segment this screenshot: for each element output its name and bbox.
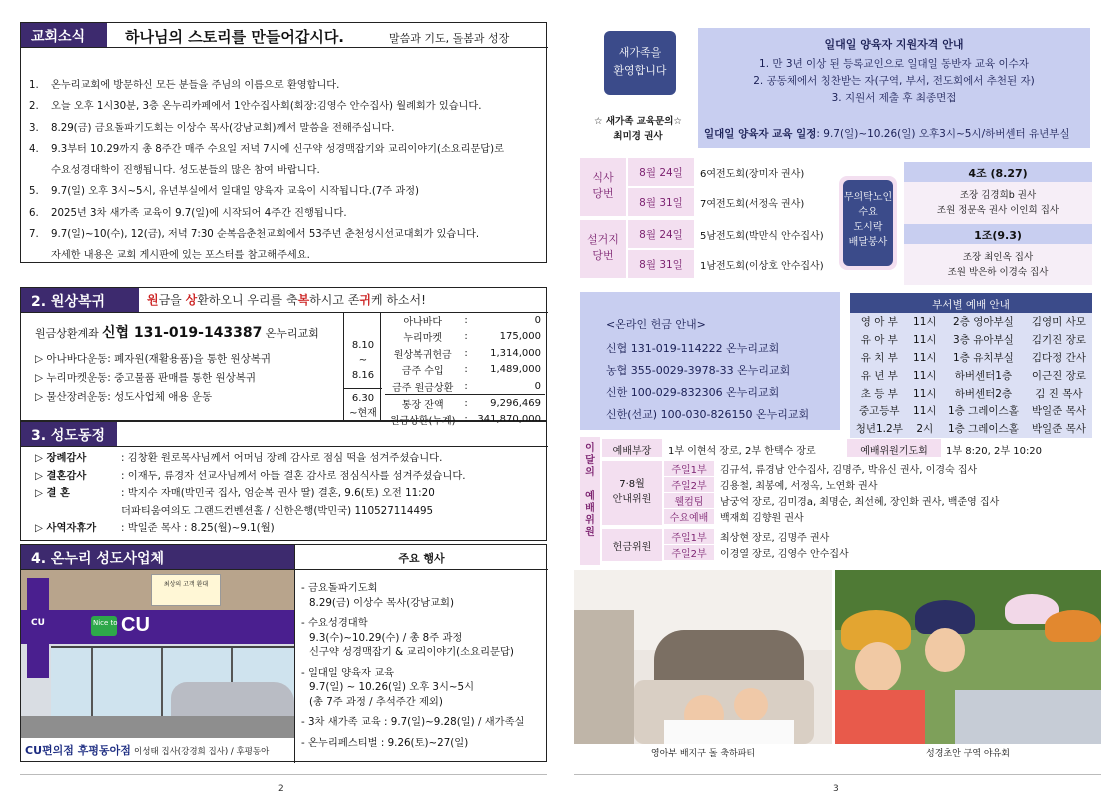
divider-vertical: [294, 570, 295, 763]
news-list: [21, 75, 548, 267]
worship-cell: 유 년 부: [860, 369, 898, 382]
ledger-colon: :: [464, 347, 468, 359]
restore-bullet: ▷ 누리마켓운동: 중고물품 판매를 통한 원상복귀: [35, 372, 257, 384]
worship-cell: 김 진 목사: [1035, 387, 1083, 400]
duty-assignee: 6여전도회(장미자 권사): [700, 169, 805, 180]
worship-cell: 박일준 목사: [1031, 423, 1086, 436]
online-account: 신협 131-019-114222 온누리교회: [606, 342, 780, 355]
worship-cell: 11시: [913, 387, 937, 400]
worship-cell: 하버센터2층: [954, 387, 1013, 400]
worship-schedule: [850, 293, 1092, 438]
members-item-label: ▷ 결 혼: [35, 487, 70, 500]
prayer-meeting-value: 1부 8:20, 2부 10:20: [946, 446, 1043, 457]
restore-section: [20, 287, 547, 427]
news-item-number: 5.: [29, 186, 39, 198]
news-item-number: 2.: [29, 101, 39, 113]
worship-cell: 영 아 부: [860, 316, 898, 329]
members-item-text: : 김창환 원로목사님께서 어머님 장례 감사로 점심 떡을 섬겨주셨습니다.: [121, 452, 443, 464]
welcome-area: [574, 22, 1101, 152]
restore-bullet: ▷ 아나바다운동: 폐자원(재활용품)을 통한 원상복귀: [35, 353, 272, 365]
usher-role: 수요예배: [664, 509, 714, 524]
restore-periods: [343, 312, 381, 422]
bulletin-page-3: [574, 22, 1101, 794]
cu-sign-text: CU: [121, 614, 150, 636]
event-detail: 8.29(금) 이상수 목사(강남교회): [309, 596, 455, 609]
members-header: 3. 성도동정: [21, 422, 117, 446]
event-title: - 3차 새가족 교육 : 9.7(일)~9.28(일) / 새가족실: [301, 716, 525, 728]
new-family-inquiry: ☆ 새가족 교육문의☆ 최미경 권사: [594, 116, 682, 142]
duty-assignee: 5남전도회(박만식 안수집사): [700, 231, 824, 242]
usher-row: [664, 477, 1092, 493]
ledger-value: 0: [534, 380, 541, 392]
usher-names: 남궁억 장로, 김미경a, 최명순, 최선혜, 장인화 권사, 백준영 집사: [720, 497, 1000, 508]
worship-cell: 1층 그레이스홀: [947, 423, 1019, 436]
event-title: - 온누리페스티벌 : 9.26(토)~27(일): [301, 736, 469, 749]
restore-bullets: [35, 350, 271, 407]
team2-title: 1조(9.3): [904, 224, 1092, 244]
ledger-label: 통장 잔액: [401, 399, 444, 411]
worship-row: [850, 420, 1092, 438]
usher-names: 김용철, 최봉예, 서정옥, 노연화 권사: [720, 481, 878, 492]
ledger-colon: :: [464, 331, 468, 343]
usher-row: [664, 493, 1092, 509]
divider: [21, 47, 548, 48]
online-offering-box: [580, 292, 840, 430]
worship-cell: 2시: [916, 423, 934, 436]
picnic-photo: [835, 570, 1101, 744]
event-item: [301, 736, 545, 751]
offering-committee-label: 헌금위원: [602, 529, 662, 561]
members-item-label: ▷ 장례감사: [35, 452, 87, 464]
committee-side-label: 이 달 의 예 배 위 원: [580, 437, 600, 565]
mentor-requirements: [698, 56, 1090, 107]
ledger-row: [385, 362, 545, 379]
worship-cell: 김다정 간사: [1031, 351, 1086, 364]
event-detail: 신구약 성경맥잡기 & 교리이야기(소요리문답): [309, 646, 514, 658]
news-item: [21, 245, 548, 266]
news-item-text: 수요성경대학이 진행됩니다. 성도분들의 많은 참여 바랍니다.: [51, 165, 320, 177]
worship-row: [850, 366, 1092, 384]
ledger-label: 누리마켓: [403, 333, 443, 345]
members-item-text: : 이재두, 류경자 선교사님께서 아들 결혼 감사로 점심식사를 섬겨주셨습니다.: [121, 469, 466, 482]
worship-row: [850, 402, 1092, 420]
ledger-colon: :: [464, 314, 468, 326]
mentor-requirement: 1. 만 3년 이상 된 등록교인으로 일대일 동반자 교육 이수자: [759, 58, 1029, 70]
restore-bullet: ▷ 물산장려운동: 성도사업체 애용 운동: [35, 391, 213, 403]
news-item-text: 온누리교회에 방문하신 모든 분들을 주님의 이름으로 환영합니다.: [51, 80, 340, 91]
members-item-label: ▷ 사역자휴가: [35, 522, 97, 535]
ledger-row: [385, 395, 545, 412]
members-item-label: ▷ 결혼감사: [35, 469, 87, 482]
duty-date: 8월 31일: [628, 188, 694, 216]
ledger-value: 1,489,000: [490, 364, 541, 376]
worship-cell: 11시: [913, 351, 937, 364]
worship-row: [850, 331, 1092, 349]
ledger-colon: :: [464, 413, 468, 425]
ushers-list: [664, 461, 1092, 525]
usher-role: 주일1부: [664, 461, 714, 476]
prayer-meeting-label: 예배위원기도회: [847, 439, 941, 457]
worship-cell: 11시: [913, 405, 937, 418]
news-item-text: 9.7(일) 오후 3시~5시, 유년부실에서 일대일 양육자 교육이 시작됩니다.(7주 과정): [51, 186, 420, 198]
usher-names: 백재희 김향원 권사: [720, 513, 804, 524]
news-subtitle: 말씀과 기도, 돌봄과 성장: [389, 32, 510, 45]
events-list: [301, 581, 545, 756]
duty-group: [580, 158, 830, 216]
event-title: - 수요성경대학: [301, 617, 368, 629]
news-item: [21, 203, 548, 224]
worship-title: 부서별 예배 안내: [850, 293, 1092, 313]
duty-date: 8월 24일: [628, 220, 694, 248]
online-account: 신한(선교) 100-030-826150 온누리교회: [606, 408, 810, 421]
event-detail: 9.7(일) ~ 10.26(일) 오후 3시~5시: [309, 681, 475, 693]
usher-row: [664, 461, 1092, 477]
new-family-badge: 새가족을 환영합니다: [604, 31, 676, 95]
page-number: 2: [278, 784, 284, 794]
ledger-value: 0: [534, 314, 541, 326]
offering-row: [664, 529, 1092, 545]
usher-names: 김규석, 류경남 안수집사, 김명주, 박유신 권사, 이경숙 집사: [720, 465, 978, 476]
members-item: [35, 520, 545, 538]
usher-role: 주일2부: [664, 477, 714, 492]
cu-sign-sub: Nice to: [93, 619, 118, 627]
news-item-text: 오늘 오후 1시30분, 3층 온누리카페에서 1안수집사회(회장:김영수 안수집사) 월례회가 있습니다.: [51, 101, 482, 113]
infant-party-caption: 영아부 배지구 돌 축하파티: [650, 749, 756, 759]
ledger-value: 1,314,000: [490, 347, 541, 359]
members-item-text: : 박일준 목사 : 8.25(월)~9.1(월): [121, 522, 275, 535]
duty-group-label: 식사 당번: [580, 158, 626, 216]
news-item: [21, 224, 548, 245]
members-item-text: 더파티움여의도 그랜드컨벤션홀 / 신한은행(박민국) 110527114495: [121, 504, 434, 517]
worship-cell: 하버센터1층: [954, 369, 1013, 382]
worship-cell: 김기진 장로: [1031, 334, 1086, 347]
worship-row: [850, 384, 1092, 402]
ledger-row: [385, 329, 545, 346]
business-caption: CU편의점 후평동아점 이성태 집사(강경희 집사) / 후평동아: [25, 744, 270, 757]
worship-cell: 11시: [913, 316, 937, 329]
worship-cell: 청년1.2부: [855, 423, 903, 436]
team1-members: 조장 김경희b 권사 조원 정문옥 권사 이인희 집사: [936, 190, 1060, 216]
ledger-label: 원금상환(누계): [389, 415, 456, 427]
news-item: [21, 139, 548, 160]
news-title: 하나님의 스토리를 만들어갑시다.: [125, 28, 345, 46]
ushers-label: 7·8월 안내위원: [602, 461, 662, 525]
worship-row: [850, 313, 1092, 331]
duty-date: 8월 24일: [628, 158, 694, 186]
members-section: [20, 421, 547, 541]
members-item: [35, 468, 545, 486]
worship-cell: 1층 유치부실: [953, 351, 1014, 364]
duty-assignee: 1남전도회(이상호 안수집사): [700, 261, 824, 272]
restore-header: 2. 원상복귀: [21, 288, 139, 312]
footer-rule: [20, 774, 547, 775]
duty-date: 8월 31일: [628, 250, 694, 278]
offering-role: 주일1부: [664, 529, 714, 544]
page-number: 3: [833, 784, 839, 794]
duty-assignee: 7여전도회(서정옥 권사): [700, 199, 805, 210]
ledger-value: 175,000: [499, 331, 541, 343]
news-item-number: 1.: [29, 80, 39, 91]
worship-cell: 박일준 목사: [1031, 405, 1086, 418]
event-title: - 일대일 양육자 교육: [301, 666, 395, 679]
duty-group-label: 설거지 당번: [580, 220, 626, 278]
mentor-box: [698, 28, 1090, 148]
worship-cell: 3층 유아부실: [953, 334, 1014, 347]
online-account: 신한 100-029-832306 온누리교회: [606, 386, 780, 399]
worship-cell: 유 아 부: [860, 334, 898, 347]
infant-party-photo: [574, 570, 832, 744]
mentor-requirement: 2. 공동체에서 칭찬받는 자(구역, 부서, 전도회에서 추천된 자): [753, 75, 1035, 87]
worship-cell: 초 등 부: [860, 387, 898, 400]
worship-cell: 이근진 장로: [1031, 369, 1086, 382]
worship-row: [850, 349, 1092, 367]
team1-title: 4조 (8.27): [904, 162, 1092, 182]
ledger-colon: :: [464, 397, 468, 409]
news-item: [21, 181, 548, 202]
event-item: [301, 616, 545, 660]
event-detail: (총 7주 과정 / 추석주간 제외): [309, 695, 443, 708]
news-item-text: 9.7(일)~10(수), 12(금), 저녁 7:30 순복음춘천교회에서 53주년 춘천성시선교대회가 있습니다.: [51, 229, 480, 241]
worship-cell: 유 치 부: [860, 351, 898, 364]
cu-store-photo: [21, 570, 294, 738]
online-account: 농협 355-0029-3978-33 온누리교회: [606, 364, 791, 377]
ledger-row: [385, 378, 545, 395]
team2-members: 조장 최인옥 집사 조원 박은하 이경숙 집사: [947, 252, 1049, 278]
ledger-label: 금주 수입: [401, 366, 444, 378]
news-item-text: 8.29(금) 금요돌파기도회는 이상수 목사(강남교회)께서 말씀을 전해주십니다.: [51, 122, 395, 134]
worship-cell: 2층 영아부실: [953, 316, 1014, 329]
sidewalk: [21, 716, 294, 738]
offering-names: 최상현 장로, 김명주 권사: [720, 533, 830, 544]
footer-rule: [574, 774, 1101, 775]
period-total: 6.30 ~현재: [344, 388, 382, 422]
duty-schedule: [580, 158, 830, 283]
news-item-number: 6.: [29, 207, 39, 219]
ledger-colon: :: [464, 380, 468, 392]
online-offering-accounts: [606, 338, 809, 426]
duty-group: [580, 220, 830, 278]
offering-names: 이경열 장로, 김영수 안수집사: [720, 549, 849, 560]
restore-motto: 원금을 상환하오니 우리를 축복하시고 존귀케 하소서!: [147, 293, 426, 307]
worship-cell: 11시: [913, 369, 937, 382]
divider: [21, 446, 548, 447]
worship-head-value: 1부 이현석 장로, 2부 한택수 장로: [668, 446, 816, 457]
worship-cell: 김영미 사모: [1031, 316, 1086, 329]
mentor-requirement: 3. 지원서 제출 후 최종면접: [831, 92, 957, 104]
store-banner: 최상의 고객 환대: [151, 574, 221, 606]
online-offering-title: <온라인 헌금 안내>: [606, 318, 706, 331]
mentor-schedule: 일대일 양육자 교육 일정: 9.7(일)~10.26(일) 오후3시~5시/하버센터 유년부실: [704, 128, 1070, 140]
elder-lunch-badge: 무의탁노인 수요 도시락 배달봉사: [839, 176, 897, 270]
events-header: 주요 행사: [294, 545, 548, 569]
event-detail: 9.3(수)~10.29(수) / 총 8주 과정: [309, 631, 463, 644]
members-item: [35, 450, 545, 468]
church-news-section: [20, 22, 547, 263]
ledger-value: 9,296,469: [490, 397, 541, 409]
news-item-number: 7.: [29, 229, 39, 241]
event-title: - 금요돌파기도회: [301, 582, 378, 594]
worship-table: [850, 313, 1092, 438]
event-item: [301, 581, 545, 610]
news-item: [21, 96, 548, 117]
members-item: [35, 485, 545, 503]
news-item-text: 자세한 내용은 교회 게시판에 있는 포스터를 참고해주세요.: [51, 250, 310, 262]
offering-committee-list: [664, 529, 1092, 561]
restore-ledger-table: [385, 312, 545, 428]
cu-pylon: CU: [27, 578, 49, 678]
ledger-label: 금주 원금상환: [392, 382, 454, 394]
usher-row: [664, 509, 1092, 525]
monthly-committee: [580, 437, 1092, 565]
period-week: 8.10 ~ 8.16: [351, 340, 375, 381]
worship-cell: 1층 그레이스홀: [947, 405, 1019, 418]
picnic-caption: 성경초안 구역 야유회: [926, 749, 1010, 759]
business-section: [20, 544, 547, 762]
ledger-colon: :: [464, 364, 468, 376]
members-list: [35, 450, 545, 538]
ledger-row: [385, 345, 545, 362]
news-item-text: 2025년 3차 새가족 교육이 9.7(일)에 시작되어 4주간 진행됩니다.: [51, 207, 347, 219]
bulletin-page-2: [20, 22, 547, 794]
news-item: [21, 160, 548, 181]
cu-sign-band: [21, 610, 294, 644]
offering-row: [664, 545, 1092, 561]
members-item-text: : 박지수 자매(박민국 집사, 엄순복 권사 딸) 결혼, 9.6(토) 오전 11:20: [121, 487, 435, 500]
offering-role: 주일2부: [664, 545, 714, 560]
ledger-row: [385, 312, 545, 329]
worship-cell: 중고등부: [858, 405, 900, 418]
worship-cell: 11시: [913, 334, 937, 347]
news-item-number: 4.: [29, 143, 39, 155]
mentor-title: 일대일 양육자 지원자격 안내: [824, 38, 964, 51]
news-item: [21, 118, 548, 139]
news-item-number: 3.: [29, 122, 39, 134]
event-item: [301, 666, 545, 710]
restore-account: 원금상환계좌 신협 131-019-143387 온누리교회: [35, 325, 319, 341]
news-item-text: 9.3부터 10.29까지 총 8주간 매주 수요일 저녁 7시에 신구약 성경맥잡기와 교리이야기(소요리문답)로: [51, 143, 504, 155]
ledger-value: 341,870,000: [477, 413, 541, 425]
ledger-label: 원상복귀헌금: [393, 349, 452, 361]
news-item: [21, 75, 548, 96]
church-news-header: 교회소식: [21, 23, 107, 47]
members-item: [35, 503, 545, 521]
elder-teams: [904, 162, 1092, 285]
event-item: [301, 715, 545, 730]
ledger-label: 아나바다: [403, 316, 443, 328]
usher-role: 웰컴팀: [664, 493, 714, 508]
business-header: 4. 온누리 성도사업체: [21, 545, 294, 569]
worship-head-label: 예배부장: [602, 439, 662, 457]
